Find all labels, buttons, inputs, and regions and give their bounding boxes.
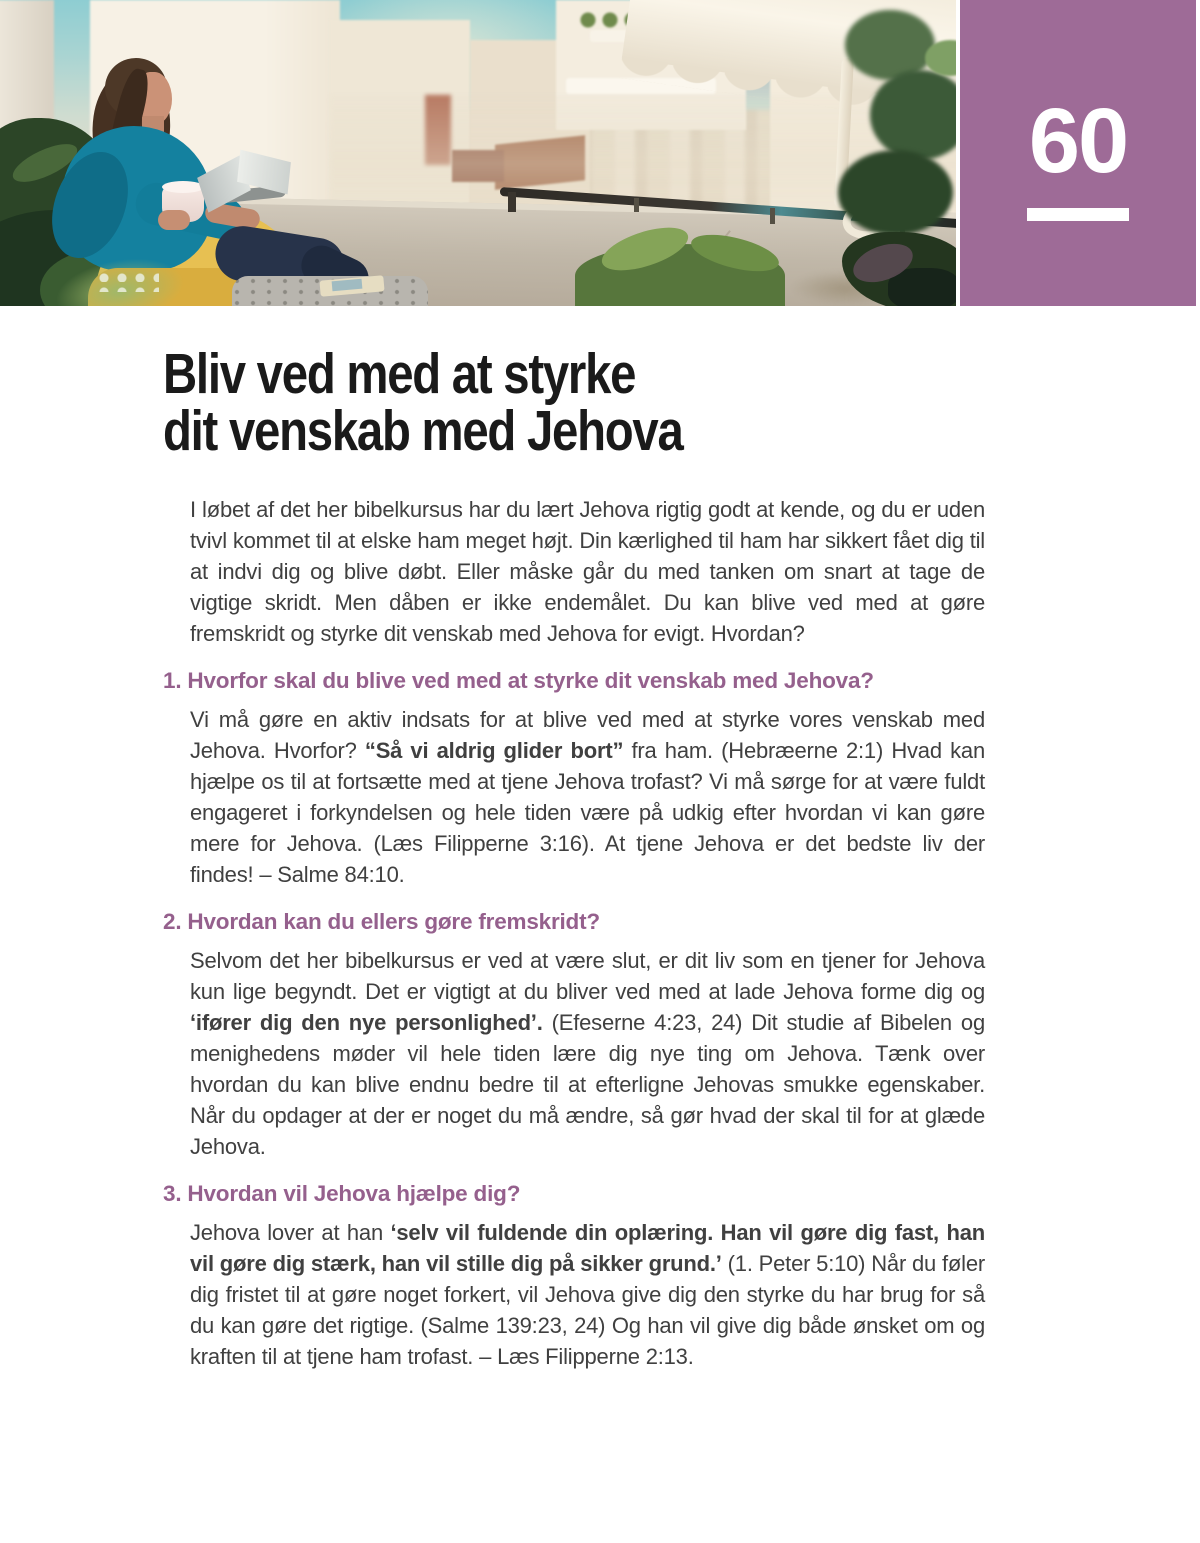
section-2-heading: 2. Hvordan kan du ellers gøre fremskridt? bbox=[163, 909, 600, 934]
chapter-number: 60 bbox=[1028, 90, 1128, 192]
chapter-underline bbox=[1027, 208, 1129, 221]
lesson-content bbox=[163, 342, 986, 1372]
hero-photo bbox=[0, 0, 956, 306]
section-3 bbox=[163, 1178, 985, 1372]
photo-railing-post bbox=[508, 192, 516, 212]
photo-railing-post bbox=[634, 198, 639, 212]
photo-mug-rim bbox=[162, 181, 204, 193]
section-3-paragraph: Jehova lover at han ‘selv vil fuldende din oplæring. Han vil gøre dig fast, han vil gøre dig stærk, han vil stille dig på sikker grund.’ (1. Peter 5:10) Når du føler dig fristet til at gøre noget forkert, vil Jehova give dig den styrke du har brug for så du kan gøre det rigtige. (Salme 139:23, 24) Og han vil give dig både ønsket om og kraften til at tjene ham trofast. – Læs Filipperne 2:13. bbox=[190, 1220, 985, 1369]
section-3-heading: 3. Hvordan vil Jehova hjælpe dig? bbox=[163, 1181, 521, 1206]
page-title bbox=[163, 342, 985, 463]
photo-flowers bbox=[95, 268, 159, 292]
photo-woman-hand bbox=[158, 210, 190, 230]
section-1 bbox=[163, 665, 985, 890]
section-2-paragraph: Selvom det her bibelkursus er ved at være slut, er dit liv som en tjener for Jehova kun lige begyndt. Det er vigtigt at du bliver ved med at lade Jehova forme dig og ‘ifører dig den nye personlighed’. (Efeserne 4:23, 24) Dit studie af Bibelen og menighedens møder vil hele tiden lære dig nye ting om Jehova. Tænk over hvordan du kan blive endnu bedre til at efterligne Jehovas smukke egenskaber. Når du opdager at der er noget du må ændre, så gør hvad der skal til for at glæde Jehova. bbox=[190, 948, 986, 1159]
page-title-line-2: dit venskab med Jehova bbox=[163, 399, 683, 463]
photo-plant bbox=[838, 150, 953, 235]
section-1-paragraph: Vi må gøre en aktiv indsats for at blive ved med at styrke vores venskab med Jehova. Hvorfor? “Så vi aldrig glider bort” fra ham. (Hebræerne 2:1) Hvad kan hjælpe os til at fortsætte med at tjene Jehova trofast? Vi må sørge for at være fuldt engageret i forkyndelsen og hele tiden være på udkig efter hvordan vi kan gøre mere for Jehova. (Læs Filipperne 3:16). At tjene Jehova er det bedste liv der findes! – Salme 84:10. bbox=[190, 707, 985, 887]
section-2 bbox=[163, 906, 985, 1162]
hero bbox=[0, 0, 1200, 306]
photo-railing-post bbox=[770, 208, 775, 224]
section-1-heading: 1. Hvorfor skal du blive ved med at styrke dit venskab med Jehova? bbox=[163, 668, 874, 693]
intro-paragraph: I løbet af det her bibelkursus har du lært Jehova rigtig godt at kende, og du er uden tvivl kommet til at elske ham meget højt. Din kærlighed til ham har sikkert fået dig til at indvi dig og blive døbt. Eller måske går du med tanken om snart at tage de vigtige skridt. Men dåben er ikke endemålet. Du kan blive ved med at gøre fremskridt og styrke dit venskab med Jehova for evigt. Hvordan? bbox=[190, 497, 985, 646]
chapter-badge bbox=[960, 0, 1196, 306]
page-title-line-1: Bliv ved med at styrke bbox=[163, 342, 636, 406]
